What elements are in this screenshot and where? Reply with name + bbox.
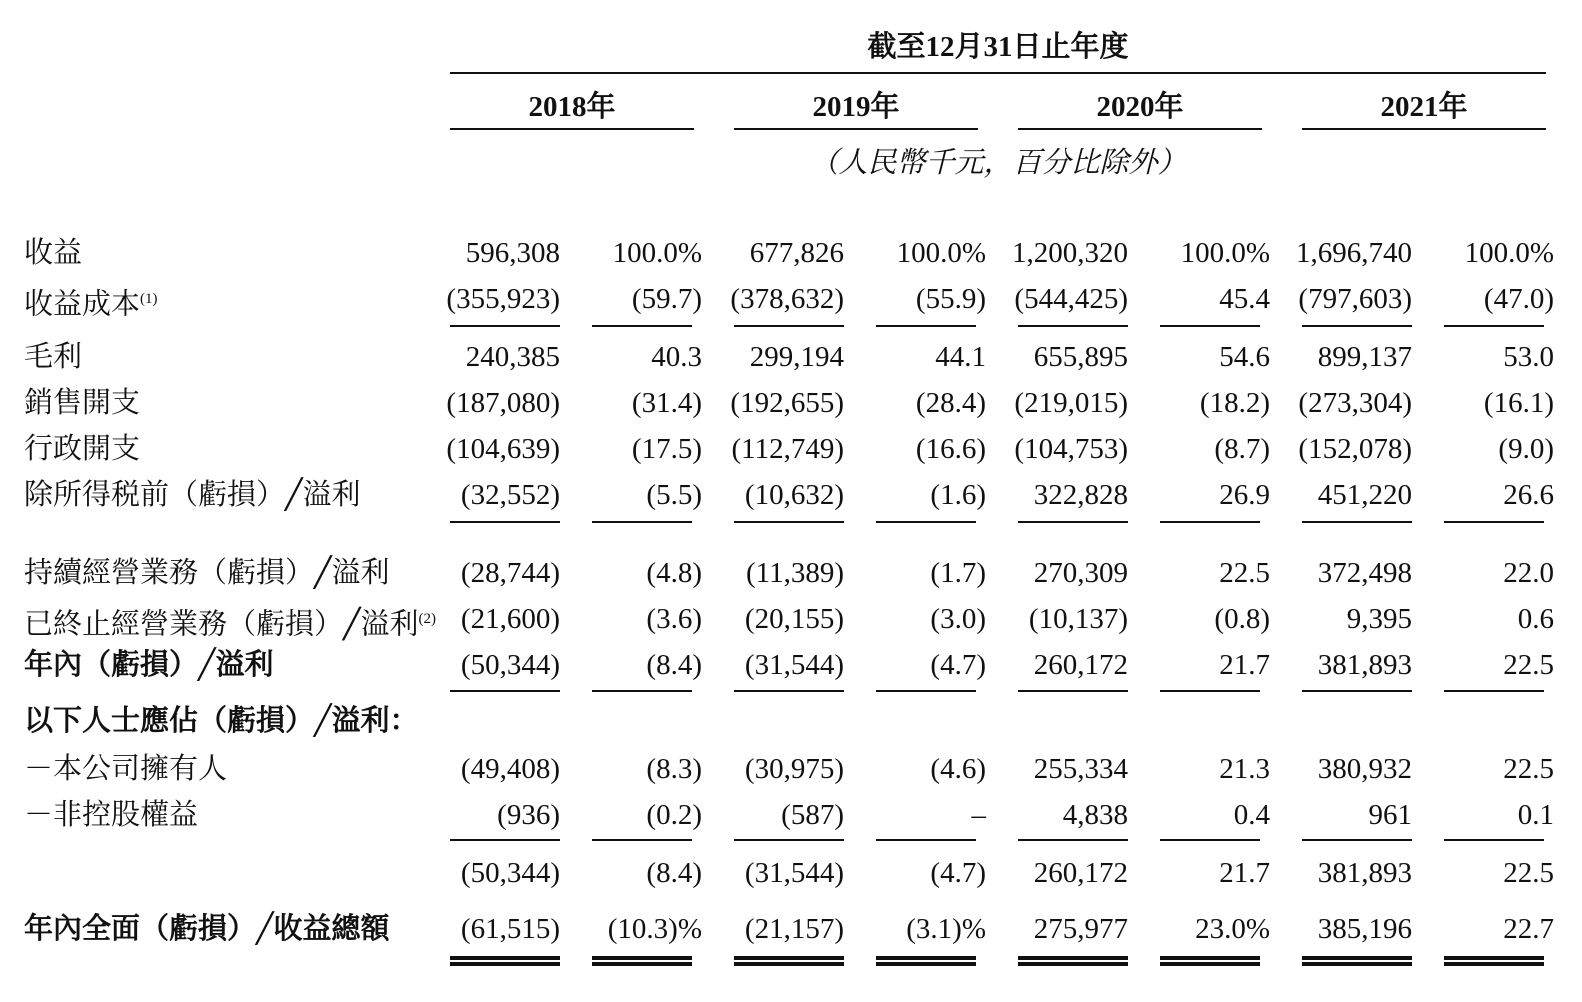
amount-cell: (104,639) — [446, 433, 560, 465]
row-label — [24, 282, 158, 322]
amount-cell: 961 — [1368, 799, 1412, 831]
percent-cell: 45.4 — [1219, 283, 1270, 315]
percent-cell: 100.0% — [1464, 237, 1554, 269]
amount-cell: 275,977 — [1033, 913, 1128, 945]
percent-cell: 53.0 — [1503, 341, 1554, 373]
amount-cell: (49,408) — [460, 753, 560, 785]
amount-cell: 655,895 — [1033, 341, 1128, 373]
amount-cell: (31,544) — [744, 649, 844, 681]
subtotal-rule — [1160, 325, 1260, 327]
percent-cell: 22.5 — [1503, 753, 1554, 785]
row-label — [24, 648, 273, 682]
period-rule — [450, 72, 1546, 74]
total-double-rule — [592, 956, 692, 966]
amount-cell: 677,826 — [749, 237, 844, 269]
percent-cell: (55.9) — [915, 283, 986, 315]
percent-cell: 54.6 — [1219, 341, 1270, 373]
amount-cell: (50,344) — [460, 649, 560, 681]
subtotal-rule — [876, 690, 976, 692]
subtotal-rule — [1444, 839, 1544, 841]
amount-cell: (219,015) — [1014, 387, 1128, 419]
amount-cell: (20,155) — [744, 603, 844, 635]
amount-cell: 372,498 — [1317, 557, 1412, 589]
percent-cell: (1.7) — [930, 557, 986, 589]
year-header-2020: 2020年 — [1096, 91, 1184, 123]
percent-cell: 100.0% — [896, 237, 986, 269]
percent-cell: 26.6 — [1503, 479, 1554, 511]
total-double-rule — [876, 956, 976, 966]
amount-cell: 322,828 — [1033, 479, 1128, 511]
percent-cell: (47.0) — [1483, 283, 1554, 315]
subtotal-rule — [1160, 839, 1260, 841]
total-double-rule — [450, 956, 560, 966]
year-rule — [1302, 128, 1546, 130]
percent-cell: 21.3 — [1219, 753, 1270, 785]
subtotal-rule — [1160, 690, 1260, 692]
total-double-rule — [734, 956, 844, 966]
percent-cell: (16.6) — [915, 433, 986, 465]
row-label — [24, 236, 82, 270]
percent-cell: 100.0% — [1180, 237, 1270, 269]
amount-cell: 270,309 — [1033, 557, 1128, 589]
amount-cell: 1,200,320 — [1012, 237, 1128, 269]
percent-cell: (4.6) — [930, 753, 986, 785]
amount-cell: (50,344) — [460, 857, 560, 889]
amount-cell: 299,194 — [749, 341, 844, 373]
amount-cell: (104,753) — [1014, 433, 1128, 465]
row-label-text: 已終止經營業務（虧損）╱溢利 — [24, 608, 419, 641]
row-label-text: 除所得税前（虧損）╱溢利 — [24, 479, 361, 511]
percent-cell: (8.4) — [646, 649, 702, 681]
percent-cell: (3.6) — [646, 603, 702, 635]
percent-cell: (18.2) — [1199, 387, 1270, 419]
percent-cell: (4.8) — [646, 557, 702, 589]
amount-cell: 9,395 — [1346, 603, 1412, 635]
row-label-text: －本公司擁有人 — [24, 753, 228, 785]
amount-cell: 240,385 — [465, 341, 560, 373]
percent-cell: (4.7) — [930, 857, 986, 889]
percent-cell: (59.7) — [631, 283, 702, 315]
subtotal-rule — [734, 325, 844, 327]
percent-cell: 22.7 — [1503, 913, 1554, 945]
percent-cell: 23.0% — [1195, 913, 1270, 945]
amount-cell: (355,923) — [446, 283, 560, 315]
amount-cell: (10,137) — [1028, 603, 1128, 635]
year-rule — [450, 128, 694, 130]
row-label — [24, 556, 389, 590]
percent-cell: (10.3)% — [607, 913, 702, 945]
subtotal-rule — [1444, 521, 1544, 523]
amount-cell: 596,308 — [465, 237, 560, 269]
percent-cell: (9.0) — [1498, 433, 1554, 465]
amount-cell: 4,838 — [1062, 799, 1128, 831]
subtotal-rule — [734, 690, 844, 692]
row-label — [24, 478, 360, 512]
row-label — [24, 340, 82, 374]
percent-cell: (5.5) — [646, 479, 702, 511]
percent-cell: 21.7 — [1219, 857, 1270, 889]
percent-cell: 0.4 — [1233, 799, 1270, 831]
unit-note: （人民幣千元，百分比除外） — [809, 147, 1187, 179]
year-header-2021: 2021年 — [1380, 91, 1468, 123]
amount-cell: (28,744) — [460, 557, 560, 589]
amount-cell: (61,515) — [460, 913, 560, 945]
subtotal-rule — [734, 839, 844, 841]
subtotal-rule — [450, 690, 560, 692]
subtotal-rule — [876, 325, 976, 327]
subtotal-rule — [450, 839, 560, 841]
percent-cell: (8.4) — [646, 857, 702, 889]
percent-cell: 0.1 — [1517, 799, 1554, 831]
amount-cell: 899,137 — [1317, 341, 1412, 373]
row-label — [24, 752, 227, 786]
footnote-marker: (1) — [140, 291, 158, 307]
year-header-2019: 2019年 — [812, 91, 900, 123]
amount-cell: (797,603) — [1298, 283, 1412, 315]
row-label — [24, 704, 418, 738]
percent-cell: (8.7) — [1214, 433, 1270, 465]
amount-cell: 385,196 — [1317, 913, 1412, 945]
row-label-text: 年內（虧損）╱溢利 — [24, 649, 274, 681]
subtotal-rule — [1444, 325, 1544, 327]
row-label-text: 行政開支 — [24, 433, 141, 465]
row-label-text: 年內全面（虧損）╱收益總額 — [24, 913, 390, 945]
subtotal-rule — [1018, 690, 1128, 692]
row-label — [24, 386, 140, 420]
amount-cell: 381,893 — [1317, 649, 1412, 681]
row-label-text: 收益 — [24, 237, 83, 269]
amount-cell: (187,080) — [446, 387, 560, 419]
percent-cell: (0.8) — [1214, 603, 1270, 635]
amount-cell: 1,696,740 — [1296, 237, 1412, 269]
total-double-rule — [1160, 956, 1260, 966]
amount-cell: (192,655) — [730, 387, 844, 419]
amount-cell: 451,220 — [1317, 479, 1412, 511]
subtotal-rule — [592, 839, 692, 841]
percent-cell: 0.6 — [1517, 603, 1554, 635]
subtotal-rule — [1018, 521, 1128, 523]
subtotal-rule — [1302, 839, 1412, 841]
percent-cell: 44.1 — [935, 341, 986, 373]
amount-cell: (152,078) — [1298, 433, 1412, 465]
percent-cell: (31.4) — [631, 387, 702, 419]
amount-cell: 260,172 — [1033, 649, 1128, 681]
total-double-rule — [1302, 956, 1412, 966]
row-label — [24, 798, 198, 832]
row-label-text: 收益成本 — [24, 288, 141, 321]
amount-cell: (11,389) — [746, 557, 844, 589]
subtotal-rule — [1018, 839, 1128, 841]
amount-cell: (10,632) — [744, 479, 844, 511]
subtotal-rule — [450, 521, 560, 523]
subtotal-rule — [592, 521, 692, 523]
subtotal-rule — [1160, 521, 1260, 523]
year-rule — [734, 128, 978, 130]
total-double-rule — [1018, 956, 1128, 966]
row-label — [24, 602, 436, 642]
subtotal-rule — [1302, 325, 1412, 327]
subtotal-rule — [1302, 690, 1412, 692]
amount-cell: (378,632) — [730, 283, 844, 315]
row-label — [24, 432, 140, 466]
amount-cell: (21,157) — [744, 913, 844, 945]
subtotal-rule — [592, 325, 692, 327]
subtotal-rule — [734, 521, 844, 523]
amount-cell: 255,334 — [1033, 753, 1128, 785]
percent-cell: (3.1)% — [906, 913, 986, 945]
percent-cell: (17.5) — [631, 433, 702, 465]
percent-cell: 22.5 — [1503, 857, 1554, 889]
amount-cell: (32,552) — [460, 479, 560, 511]
percent-cell: (28.4) — [915, 387, 986, 419]
row-label-text: 以下人士應佔（虧損）╱溢利： — [24, 705, 419, 737]
percent-cell: 22.5 — [1219, 557, 1270, 589]
percent-cell: (16.1) — [1483, 387, 1554, 419]
subtotal-rule — [1444, 690, 1544, 692]
subtotal-rule — [876, 839, 976, 841]
subtotal-rule — [876, 521, 976, 523]
percent-cell: 26.9 — [1219, 479, 1270, 511]
percent-cell: (0.2) — [646, 799, 702, 831]
percent-cell: 22.0 — [1503, 557, 1554, 589]
amount-cell: (544,425) — [1014, 283, 1128, 315]
amount-cell: (936) — [497, 799, 560, 831]
footnote-marker: (2) — [418, 611, 436, 627]
amount-cell: 380,932 — [1317, 753, 1412, 785]
percent-cell: (3.0) — [930, 603, 986, 635]
row-label-text: 銷售開支 — [24, 387, 141, 419]
subtotal-rule — [1302, 521, 1412, 523]
row-label-text: －非控股權益 — [24, 799, 199, 831]
amount-cell: (273,304) — [1298, 387, 1412, 419]
percent-cell: (1.6) — [930, 479, 986, 511]
amount-cell: 381,893 — [1317, 857, 1412, 889]
amount-cell: 260,172 — [1033, 857, 1128, 889]
percent-cell: 21.7 — [1219, 649, 1270, 681]
percent-cell: (8.3) — [646, 753, 702, 785]
year-header-2018: 2018年 — [528, 91, 616, 123]
amount-cell: (30,975) — [744, 753, 844, 785]
period-header: 截至12月31日止年度 — [867, 31, 1129, 63]
row-label-text: 毛利 — [24, 341, 83, 373]
subtotal-rule — [592, 690, 692, 692]
total-double-rule — [1444, 956, 1544, 966]
row-label — [24, 912, 389, 946]
row-label-text: 持續經營業務（虧損）╱溢利 — [24, 557, 390, 589]
year-rule — [1018, 128, 1262, 130]
amount-cell: (587) — [781, 799, 844, 831]
percent-cell: 100.0% — [612, 237, 702, 269]
amount-cell: (31,544) — [744, 857, 844, 889]
percent-cell: 40.3 — [651, 341, 702, 373]
subtotal-rule — [450, 325, 560, 327]
amount-cell: (21,600) — [460, 603, 560, 635]
subtotal-rule — [1018, 325, 1128, 327]
amount-cell: (112,749) — [731, 433, 844, 465]
percent-cell: 22.5 — [1503, 649, 1554, 681]
percent-cell: – — [971, 799, 986, 831]
percent-cell: (4.7) — [930, 649, 986, 681]
